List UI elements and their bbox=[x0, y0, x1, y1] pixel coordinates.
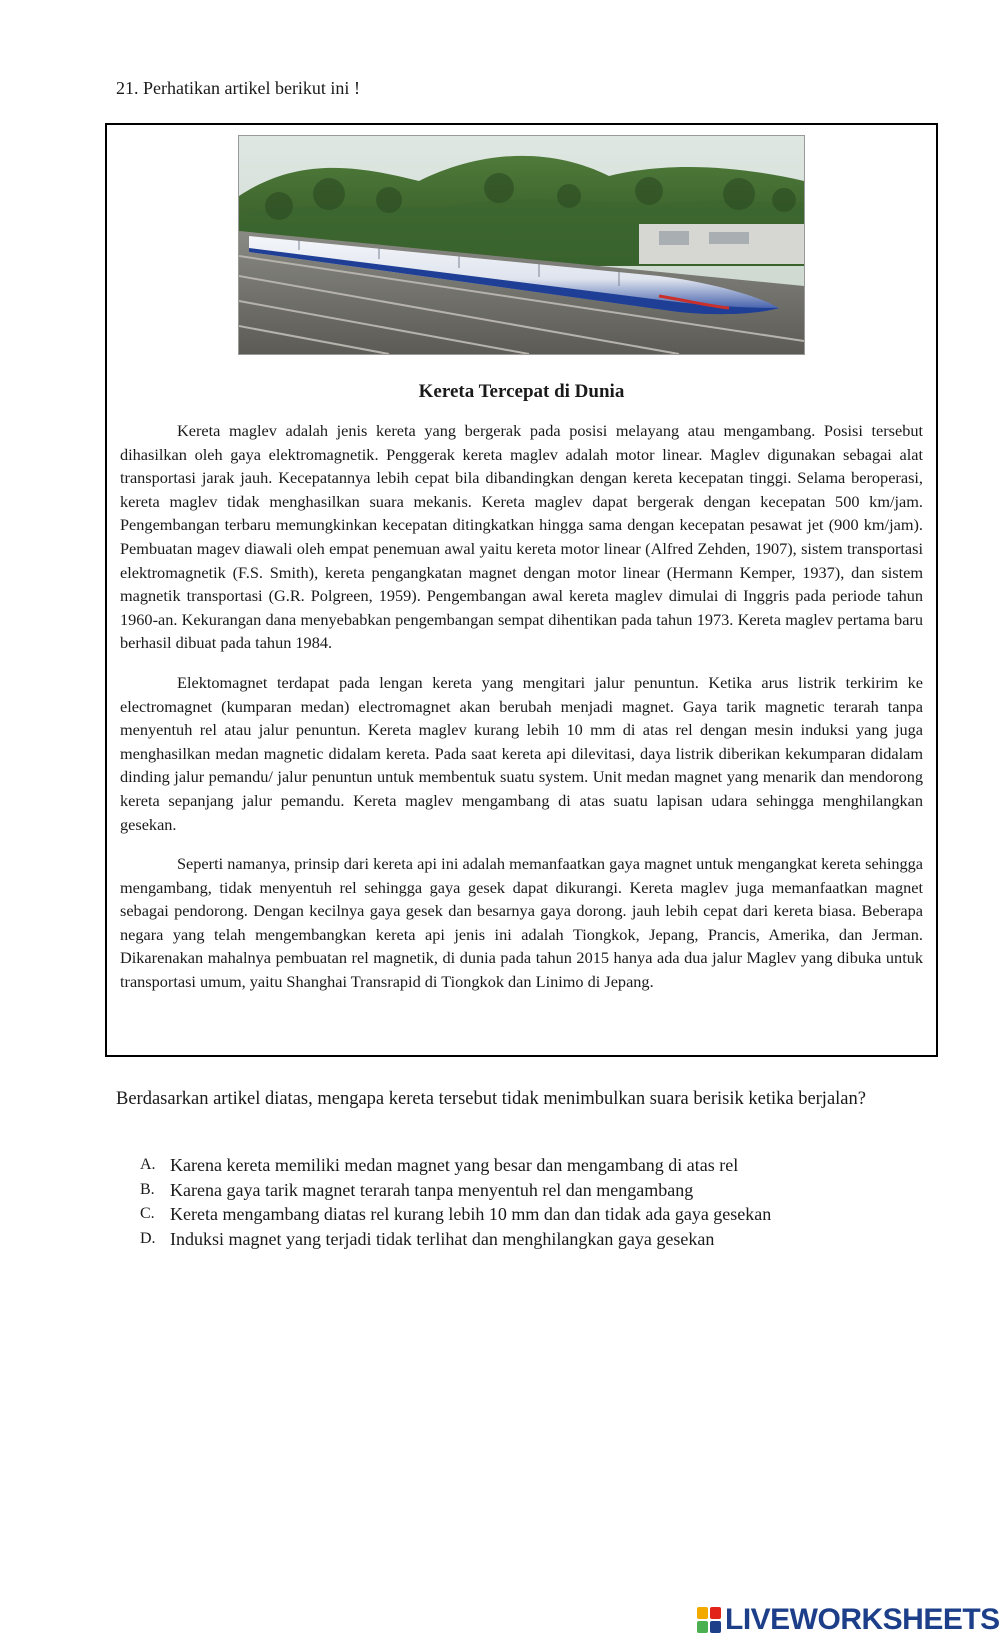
option-a[interactable] bbox=[140, 1153, 900, 1178]
article-paragraph: Elektomagnet terdapat pada lengan kereta yang mengitari jalur penuntun. Ketika arus listrik terkirim ke electromagnet (kumparan medan) electromagnet akan berubah menjadi magnet. Gaya tarik magnetic terarah tanpa menyentuh rel atau jalur penuntun. Kereta maglev kurang lebih 10 mm di atas rel dengan mesin induksi yang juga menghasilkan medan magnetic didalam kereta. Pada saat kereta api dilevitasi, daya listrik diberikan kekumparan didalam dinding jalur pemandu/ jalur penuntun untuk membentuk suatu system. Unit medan magnet yang menarik dan mendorong kereta sepanjang jalur pemandu. Kereta maglev mengambang di atas suatu lapisan udara sehingga menghilangkan gesekan. bbox=[120, 672, 923, 834]
option-text: Kereta mengambang diatas rel kurang lebih 10 mm dan dan tidak ada gaya gesekan bbox=[170, 1204, 772, 1224]
article-paragraph: Kereta maglev adalah jenis kereta yang bergerak pada posisi melayang atau mengambang. Posisi tersebut dihasilkan oleh gaya elektromagnetik. Penggerak kereta maglev adalah motor linear. Maglev digunakan sebagai alat transportasi jarak jauh. Kecepatannya lebih cepat bila dibandingkan dengan kereta kecepatan tinggi. Selama beroperasi, kereta maglev tidak menghasilkan suara mekanis. Kereta maglev dapat bergerak dengan kecepatan 500 km/jam. Pengembangan terbaru memungkinkan kecepatan ditingkatkan hingga sama dengan kecepatan pesawat jet (900 km/jam). Pembuatan magev diawali oleh empat penemuan awal yaitu kereta motor linear (Alfred Zehden, 1907), sistem transportasi elektromagnetik (F.S. Smith), kereta pengangkatan magnet dengan motor linear (Hermann Kemper, 1937), dan sistem magnetik transportasi (G.R. Polgreen, 1959). Pengembangan awal kereta maglev dimulai di Inggris pada periode tahun 1960-an. Kekurangan dana menyebabkan pengembangan sempat dihentikan pada tahun 1973. Kereta maglev pertama baru berhasil dibuat pada tahun 1984. bbox=[120, 421, 923, 653]
brand-footer bbox=[697, 1603, 1000, 1637]
question-heading: 21. Perhatikan artikel berikut ini ! bbox=[116, 78, 360, 98]
option-b[interactable] bbox=[140, 1178, 900, 1203]
option-d[interactable] bbox=[140, 1227, 900, 1252]
option-letter: A. bbox=[140, 1156, 156, 1173]
option-letter: B. bbox=[140, 1180, 155, 1198]
article-box bbox=[105, 123, 938, 1057]
option-letter: D. bbox=[140, 1229, 156, 1247]
liveworksheets-logo-icon bbox=[697, 1607, 721, 1633]
option-letter: C. bbox=[140, 1205, 155, 1222]
option-c[interactable] bbox=[140, 1202, 900, 1227]
brand-name: LIVEWORKSHEETS bbox=[725, 1603, 1000, 1636]
maglev-train-photo bbox=[238, 135, 805, 355]
question-prompt: Berdasarkan artikel diatas, mengapa kereta tersebut tidak menimbulkan suara berisik ketika berjalan? bbox=[116, 1089, 866, 1109]
article-title: Kereta Tercepat di Dunia bbox=[418, 381, 625, 402]
option-text: Karena gaya tarik magnet terarah tanpa menyentuh rel dan mengambang bbox=[170, 1179, 694, 1200]
option-text: Karena kereta memiliki medan magnet yang besar dan mengambang di atas rel bbox=[170, 1155, 739, 1175]
option-text: Induksi magnet yang terjadi tidak terlihat dan menghilangkan gaya gesekan bbox=[170, 1228, 715, 1249]
article-paragraph: Seperti namanya, prinsip dari kereta api ini adalah memanfaatkan gaya magnet untuk mengangkat kereta sehingga mengambang, tidak menyentuh rel sehingga gaya gesek dapat dikurangi. Kereta maglev juga memanfaatkan magnet sebagai pendorong. Dengan kecilnya gaya gesek dan besarnya gaya dorong. jauh lebih cepat dari kereta biasa. Beberapa negara yang telah mengembangkan kereta api jenis ini adalah Tiongkok, Jepang, Prancis, Amerika, dan Jerman. Dikarenakan mahalnya pembuatan rel magnetik, di dunia pada tahun 2015 hanya ada dua jalur Maglev yang dibuka untuk transportasi umum, yaitu Shanghai Transrapid di Tiongkok dan Linimo di Jepang. bbox=[120, 854, 923, 992]
answer-options bbox=[140, 1153, 900, 1251]
